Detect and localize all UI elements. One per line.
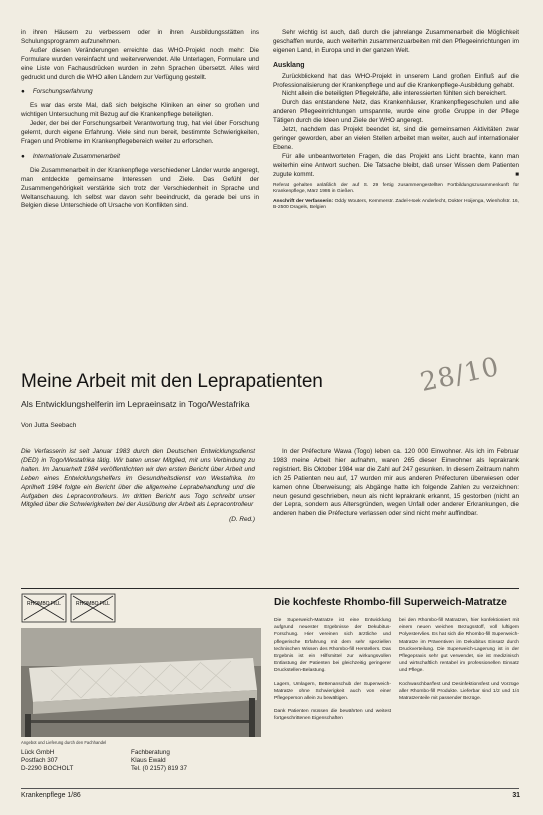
mattress-photo bbox=[21, 628, 261, 737]
footnote: Referat gehalten anläßlich der auf S. 29 fertig zusammengestellten Fortbildungszusammenkunft für Krankenpflege, März 1986 in Gießen. bbox=[273, 182, 519, 195]
ad-title: Die kochfeste Rhombo-fill Superweich-Matratze bbox=[274, 597, 507, 608]
rhombo-logo bbox=[70, 593, 116, 623]
left-column bbox=[21, 29, 259, 211]
handwritten-stamp: 28/10 bbox=[417, 352, 503, 398]
rhombo-logo-icon bbox=[21, 593, 67, 623]
ad-column-1: Die Superweich-Matratze ist eine Entwicklung aufgrund neuester Ergebnisse der Dekubitus-Forschung. Hier vereinen sich ärztliche und pflegerische Erfahrung mit dem sehr speziellen technischen Wissen des Rhombo-fill Herstellers. Das Ergebnis ist ein Hilfsmittel zur wirkungsvollen Entlastung der Patienten bei gleichzeitig geringerer Druckstellen-Belastung. Lagern, Umlagern, Bettenanschub der Superweich-Matratze ohne Schwierigkeit auch von einer Pflegeperson allein zu bewältigen. Dank Patienten müssen die bewährten und weitest fortgeschrittenen Eigenschaften bbox=[274, 618, 391, 722]
paragraph: Zurückblickend hat das WHO-Projekt in unserem Land großen Einfluß auf die Professionalisierung der Krankenpflege und auf die Krankenpflege-Ausbildung gehabt. bbox=[273, 72, 519, 89]
rhombo-logo bbox=[21, 593, 67, 623]
section-heading: Ausklang bbox=[273, 61, 305, 69]
article-intro: Die Verfasserin ist seit Januar 1983 durch den Deutschen Entwicklungsdienst (DED) in Togo/Westafrika tätig. Wir baten unser Mitglied, mit uns Verbindung zu halten. Im Januarheft 1984 veröffentlichten wir den ersten Bericht über Arbeit und Leben eines Entwicklungshelfers im Gesundheitsdienst von Westafrika. Im Aprilheft 1984 folgte ein Bericht über die allgemeine Leprabehandlung und die Aufgaben des Lepracontrolleurs. Im dritten Bericht aus Togo schreibt unser Mitglied über die Schwierigkeiten bei der Ausübung der Arbeit als Lepracontrolleur (D. Red.) bbox=[21, 448, 255, 524]
article-author: Von Jutta Seebach bbox=[21, 422, 77, 429]
section-heading: ● Forschungserfahrung bbox=[21, 88, 93, 96]
paragraph: Die Zusammenarbeit in der Krankenpflege verschiedener Länder wurde angeregt, man entdeckte gemeinsame Interessen und Ziele. Das Gefühl der Zusammengehörigkeit verstärkte sich trotz der Verschiedenheit in Sprache und Weltanschauung. Ich selbst war davon sehr beeindruckt, da gerade bei uns in Belgien diese Unterschiede oft Ursache von Konflikten sind. bbox=[21, 166, 259, 210]
svg-text:RHOMBO FILL: RHOMBO FILL bbox=[76, 601, 110, 607]
paragraph: Es war das erste Mal, daß sich belgische Kliniken an einer so großen und wichtigen Untersuchung mit Bezug auf die Krankenpflege beteiligten. bbox=[21, 102, 259, 119]
paragraph: Durch das entstandene Netz, das Krankenhäuser, Krankenpflegeschulen und alle anderen Pflegeeinrichtungen umspannte, wurde eine große Gruppe in der Pflege Tätigen durch die Ideen und Ziele der WHO angeregt. bbox=[273, 99, 519, 125]
article-subheadline: Als Entwicklungshelferin im Lepraeinsatz in Togo/Westafrika bbox=[21, 399, 250, 409]
ad-separator bbox=[21, 588, 519, 589]
paragraph: Sehr wichtig ist auch, daß durch die jahrelange Zusammenarbeit die Möglichkeit geschaffen wurde, auch weiterhin zusammenzuarbeiten mit den Pflegeeinrichtungen im eigenen Land, in Europa und in der ganzen Welt. bbox=[273, 29, 519, 54]
photo-caption: Angebot und Lieferung durch den Fachhandel bbox=[21, 740, 107, 745]
paragraph: Für alle unbeantworteten Fragen, die das Projekt ans Licht brachte, kann man weiterhin eine Antwort suchen. Die Tatsache bleibt, daß unser Wissen dem Patienten zugute kommt. ■ bbox=[273, 152, 519, 178]
paragraph: Jetzt, nachdem das Projekt beendet ist, sind die gemeinsamen Aktivitäten zwar geringer geworden, aber an vielen Stellen arbeitet man weiter, auch auf internationaler Ebene. bbox=[273, 126, 519, 151]
paragraph: Außer diesen Veränderungen erreichte das WHO-Projekt noch mehr: Die Formulare wurden vereinfacht und weiterverwendet. Alle Unterlagen, Formulare und eine Liste von Fachausdrücken wurden in zehn Sprachen übersetzt. Alles wird gedruckt und durch die WHO allen Ländern zur Verfügung gestellt. bbox=[21, 46, 259, 81]
right-column bbox=[273, 29, 519, 212]
paragraph: in ihren Häusern zu verbessern oder in ihren Ausbildungsstätten ins Schulungsprogramm aufzunehmen. bbox=[21, 29, 259, 45]
author-address: Anschrift der Verfasserin: Oddy Wouters, Kemmerstr. Zadel-Hoek Anderlecht, Dokter Hoijenga, Wienhofstr. 16, B-2500 Dragels, Belgien bbox=[273, 198, 519, 211]
paragraph: Nicht allein die beteiligten Pflegekräfte, alle interessierten fühlten sich bereichert. bbox=[282, 90, 507, 98]
section-heading: ● Internationale Zusammenarbeit bbox=[21, 152, 120, 160]
article-headline: Meine Arbeit mit den Leprapatienten bbox=[21, 371, 323, 392]
bullet-icon: ● bbox=[21, 152, 25, 160]
editor-signature: (D. Red.) bbox=[229, 516, 255, 524]
rhombo-logo-icon bbox=[70, 593, 116, 623]
bed-image bbox=[21, 628, 261, 737]
footer-rule bbox=[21, 788, 519, 789]
page-number: 31 bbox=[512, 792, 520, 799]
article-body: In der Préfecture Wawa (Togo) leben ca. 120 000 Einwohner. Als ich im Februar 1983 meine Arbeit hier aufnahm, waren 265 dieser Einwohner als leprakrank registriert. Bis Oktober 1984 war die Zahl auf 247 gesunken. In diesem Zeitraum nahm ich 25 Patienten neu auf, 17 wurden mir aus anderen Préfecturen überwiesen oder kamen ohne Überweisung; als Abgänge hatte ich folgende Zahlen zu verzeichnen: neun gesund geschrieben, neun als nicht leprakrank erkannt, 15 gestorben (nicht an der Lepra, sondern aus Altersgründen, wegen Unfall oder anderer Erkrankungen, die anderen haben die Préfecture verlassen oder sind nicht mehr auffindbar. bbox=[273, 448, 519, 518]
end-mark: ■ bbox=[515, 170, 519, 178]
bullet-icon: ● bbox=[21, 88, 25, 96]
journal-issue: Krankenpflege 1/86 bbox=[21, 792, 81, 799]
ad-column-2: bei den Rhombo-fill Matratzen, hier konfektioniert mit einem neuen weichen Bezugsstoff, voll luftigem Polyestervlies. Es hat sich die Rhombo-fill Superweich-Matratze im Präventiven im Dekubitus Einsatz durch Druckverteilung. Die Superweich-Lagerung ist in der Pflegepraxis sehr gut verwendet, sie ist medizinisch und wirtschaftlich rentabel im professionellen Einsatz und Pflege. Kochwaschbar/fest und Desinfektionsfest und Vorzüge aller Rhombo-fill Produkte. Lieferbar sind 1/2 und 1/4 Matratzenteile mit passender Bezüge. bbox=[399, 618, 519, 702]
svg-text:RHOMBO FILL: RHOMBO FILL bbox=[27, 601, 61, 607]
company-address: Lück GmbH Postfach 307 D-2290 BOCHOLT bbox=[21, 749, 74, 772]
paragraph: Jeder, der bei der Forschungsarbeit Verantwortung trug, hat viel über Forschung gelernt, durch eigene Erfahrung. Viele sind nun bereit, bestimmte Schwierigkeiten, Fragen und Probleme im Krankenpflegebereich weiter zu erforschen. bbox=[21, 120, 259, 145]
consultant-contact: Fachberatung Klaus Ewald Tel. (0 2157) 819 37 bbox=[131, 749, 188, 772]
